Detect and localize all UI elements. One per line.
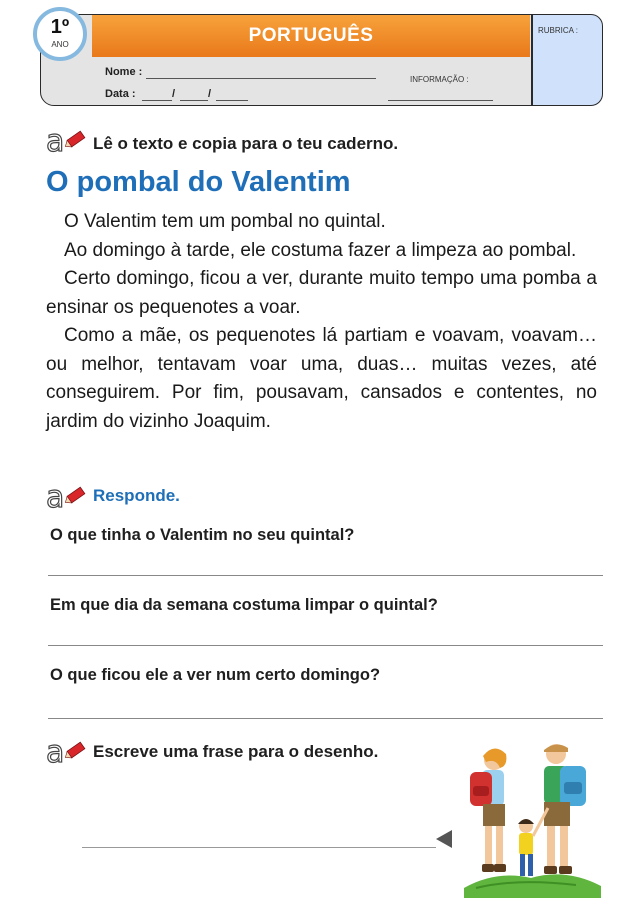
sentence-line[interactable]	[82, 847, 436, 848]
story-passage	[46, 208, 597, 436]
pencil-letter-a-icon	[46, 125, 86, 155]
svg-text:a: a	[46, 481, 65, 511]
question-2: Em que dia da semana costuma limpar o quintal?	[50, 596, 438, 614]
date-label: Data :	[105, 88, 136, 100]
date-separator-2: /	[208, 88, 212, 100]
pencil-letter-a-icon	[46, 736, 86, 766]
instruction-answer: Responde.	[93, 486, 180, 505]
instruction-copy: Lê o texto e copia para o teu caderno.	[93, 134, 399, 153]
paragraph: Como a mãe, os pequenotes lá partiam e voavam, voavam… ou melhor, tentavam voar uma, duas… muitas vezes, até conseguirem. Por fim, pousavam, cansados e contentes, no jardim do vizinho Joaquim.	[46, 325, 597, 432]
answer-line-2[interactable]	[48, 645, 603, 646]
paragraph: Certo domingo, ficou a ver, durante muito tempo uma pomba a ensinar os pequenotes a voar.	[46, 268, 597, 318]
paragraph: O Valentim tem um pombal no quintal.	[64, 211, 386, 232]
date-day-field[interactable]	[142, 100, 172, 101]
date-separator-1: /	[172, 88, 176, 100]
name-field[interactable]	[146, 78, 376, 79]
svg-text:a: a	[46, 736, 65, 766]
hiking-family-illustration	[456, 738, 606, 898]
subject-title: PORTUGUÊS	[248, 25, 374, 46]
name-label: Nome :	[105, 66, 143, 78]
pencil-letter-a-icon	[46, 481, 86, 511]
left-triangle-icon	[436, 830, 452, 848]
question-1: O que tinha o Valentim no seu quintal?	[50, 526, 355, 544]
answer-line-3[interactable]	[48, 718, 603, 719]
grade-label: ANO	[51, 40, 69, 49]
grade-number: 1º	[50, 16, 70, 38]
question-3: O que ficou ele a ver num certo domingo?	[50, 666, 381, 684]
date-month-field[interactable]	[180, 100, 208, 101]
svg-text:a: a	[46, 125, 65, 155]
info-label: INFORMAÇÃO :	[410, 75, 469, 84]
instruction-write: Escreve uma frase para o desenho.	[93, 742, 379, 761]
date-year-field[interactable]	[216, 100, 248, 101]
paragraph: Ao domingo à tarde, ele costuma fazer a limpeza ao pombal.	[64, 239, 577, 261]
info-field[interactable]	[388, 100, 493, 101]
answer-line-1[interactable]	[48, 575, 603, 576]
story-title: O pombal do Valentim	[46, 166, 351, 198]
rubrica-label: RUBRICA :	[538, 26, 579, 35]
